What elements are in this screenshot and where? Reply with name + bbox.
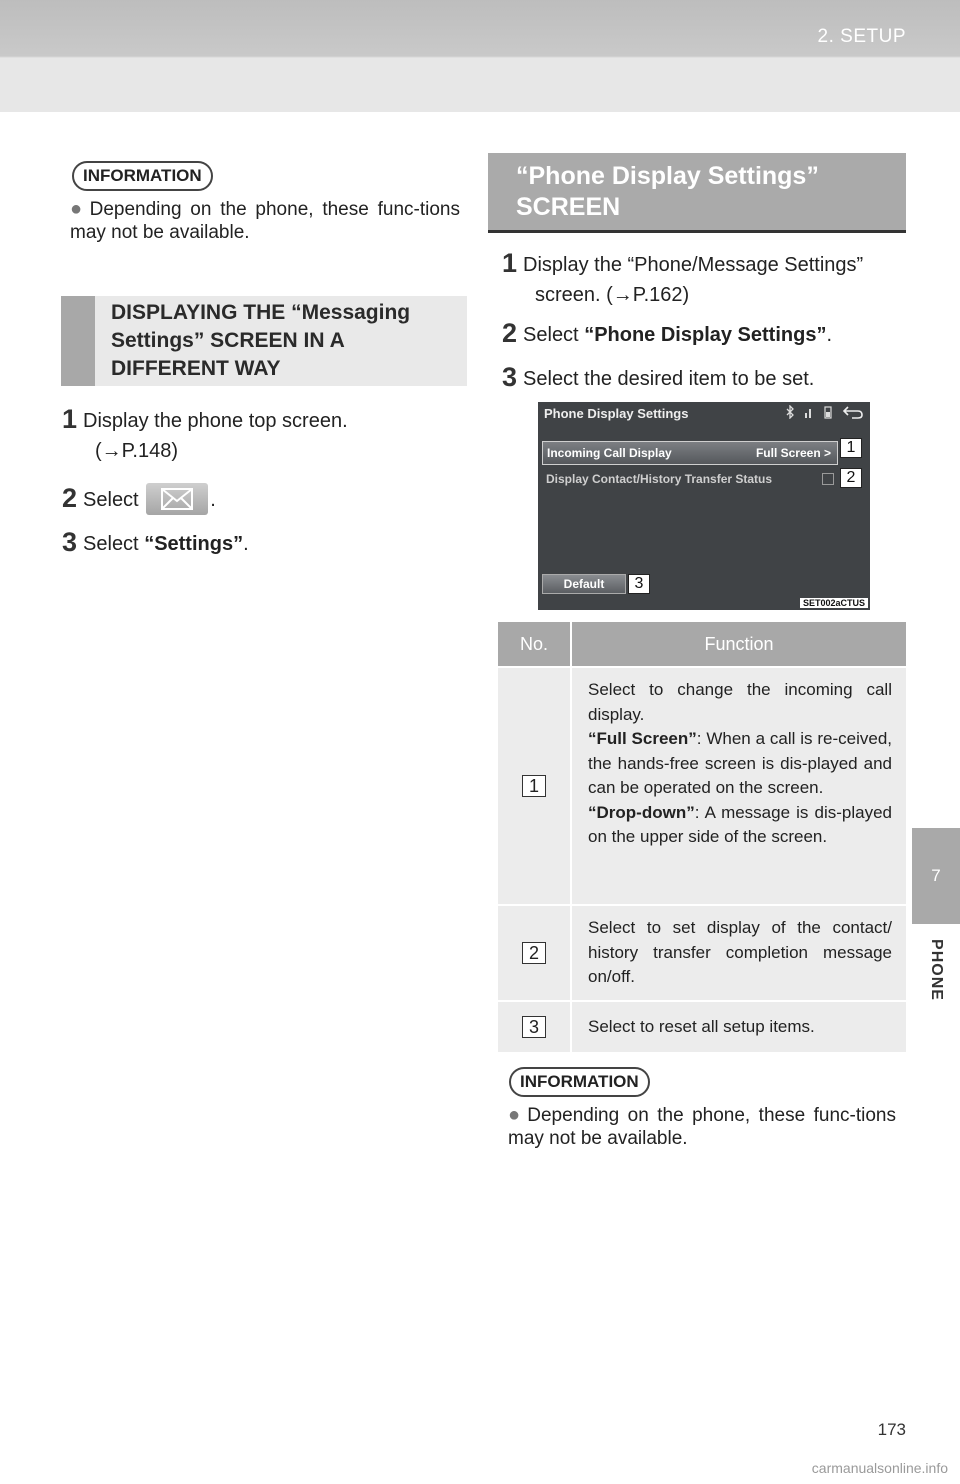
- left-step-3: 3 Select “Settings”.: [62, 527, 249, 557]
- info-badge: INFORMATION: [72, 161, 213, 191]
- callout-3: 3: [628, 574, 650, 594]
- screenshot-title: Phone Display Settings: [544, 406, 689, 421]
- info-text: [508, 1104, 896, 1150]
- step-number: 2: [62, 483, 78, 513]
- step-number: 3: [62, 527, 78, 557]
- incoming-call-display-button[interactable]: [542, 441, 838, 465]
- row-no-cell: [498, 667, 571, 905]
- phone-display-settings-screenshot: [538, 402, 870, 610]
- table-header-row: [498, 622, 906, 667]
- battery-icon: [824, 405, 832, 424]
- step-text: Select: [83, 489, 139, 511]
- info-text-content: Depending on the phone, these func-tions may not be available.: [508, 1105, 896, 1149]
- table-row: [498, 1001, 906, 1052]
- section-heading-title: DISPLAYING THE “Messaging Settings” SCREEN IN A DIFFERENT WAY: [111, 301, 411, 380]
- right-step-2: 2 Select “Phone Display Settings”.: [502, 318, 833, 348]
- left-step-1: [62, 403, 466, 466]
- section-heading-phone-display: [488, 153, 906, 233]
- header-function: Function: [571, 622, 906, 667]
- bullet-icon: ●: [70, 198, 86, 220]
- page-number: 173: [877, 1420, 906, 1439]
- right-step-1: [502, 247, 906, 310]
- right-step-3: [502, 361, 814, 394]
- step-number: 1: [502, 248, 518, 278]
- row-description: Select to change the incoming call display. “Full Screen”: When a call is re-ceived, the hands-free screen is dis-played and can be operated on the screen. “Drop-down”: A message is dis-played on the upper side of the screen.: [571, 667, 906, 905]
- table-row: [498, 667, 906, 905]
- callout-1: 1: [840, 438, 862, 458]
- chapter-tab-label-text: PHONE: [928, 939, 945, 1001]
- screenshot-status-bar: [786, 406, 864, 422]
- step-bold: “Phone Display Settings”: [584, 324, 827, 346]
- bullet-icon: ●: [508, 1104, 524, 1126]
- row-number-box: 1: [522, 775, 546, 797]
- step-number: 3: [502, 362, 518, 392]
- chapter-title: 2. SETUP: [817, 26, 906, 47]
- checkbox-icon: [822, 473, 834, 485]
- step-ref: (→P.148): [95, 440, 179, 462]
- section-heading-bar: [61, 296, 95, 386]
- step-text: Display the phone top screen.: [83, 410, 348, 432]
- bluetooth-icon: [786, 405, 794, 424]
- default-button[interactable]: Default: [542, 574, 626, 594]
- section-heading-title: “Phone Display Settings” SCREEN: [516, 162, 819, 221]
- step-text: Select the desired item to be set.: [523, 368, 815, 390]
- step-number: 2: [502, 318, 518, 348]
- step-bold: “Settings”: [144, 533, 244, 555]
- envelope-icon: [161, 488, 193, 510]
- header-band: [0, 0, 960, 112]
- row-value: Full Screen >: [755, 446, 831, 460]
- step-ref: screen. (→P.162): [535, 284, 690, 306]
- step-text: Display the “Phone/Message Settings”: [523, 254, 864, 276]
- callout-2: 2: [840, 468, 862, 488]
- function-table: [498, 622, 906, 1052]
- row-number-box: 3: [522, 1016, 546, 1038]
- row-number-box: 2: [522, 942, 546, 964]
- watermark: carmanualsonline.info: [811, 1460, 948, 1476]
- row-label: Incoming Call Display: [547, 446, 672, 460]
- header-no: No.: [498, 622, 571, 667]
- info-badge: INFORMATION: [509, 1067, 650, 1097]
- info-text: [70, 198, 460, 244]
- signal-icon: [804, 405, 814, 424]
- chapter-tab-label: [918, 930, 954, 1010]
- row-description: Select to set display of the contact/ history transfer completion message on/off.: [571, 905, 906, 1001]
- table-row: [498, 905, 906, 1001]
- image-code: SET002aCTUS: [800, 598, 868, 608]
- step-text: Select: [523, 324, 585, 346]
- row-description: Select to reset all setup items.: [571, 1001, 906, 1052]
- left-step-2: 2 Select .: [62, 483, 216, 513]
- step-text: Select: [83, 533, 145, 555]
- transfer-status-button[interactable]: [542, 468, 838, 490]
- section-heading-messaging: [61, 296, 467, 386]
- row-no-cell: [498, 905, 571, 1001]
- message-button[interactable]: [146, 483, 208, 515]
- step-number: 1: [62, 404, 78, 434]
- row-label: Display Contact/History Transfer Status: [546, 472, 773, 486]
- back-icon[interactable]: [842, 405, 864, 424]
- info-text-content: Depending on the phone, these func-tions may not be available.: [70, 199, 460, 243]
- row-no-cell: [498, 1001, 571, 1052]
- chapter-tab: 7: [912, 828, 960, 924]
